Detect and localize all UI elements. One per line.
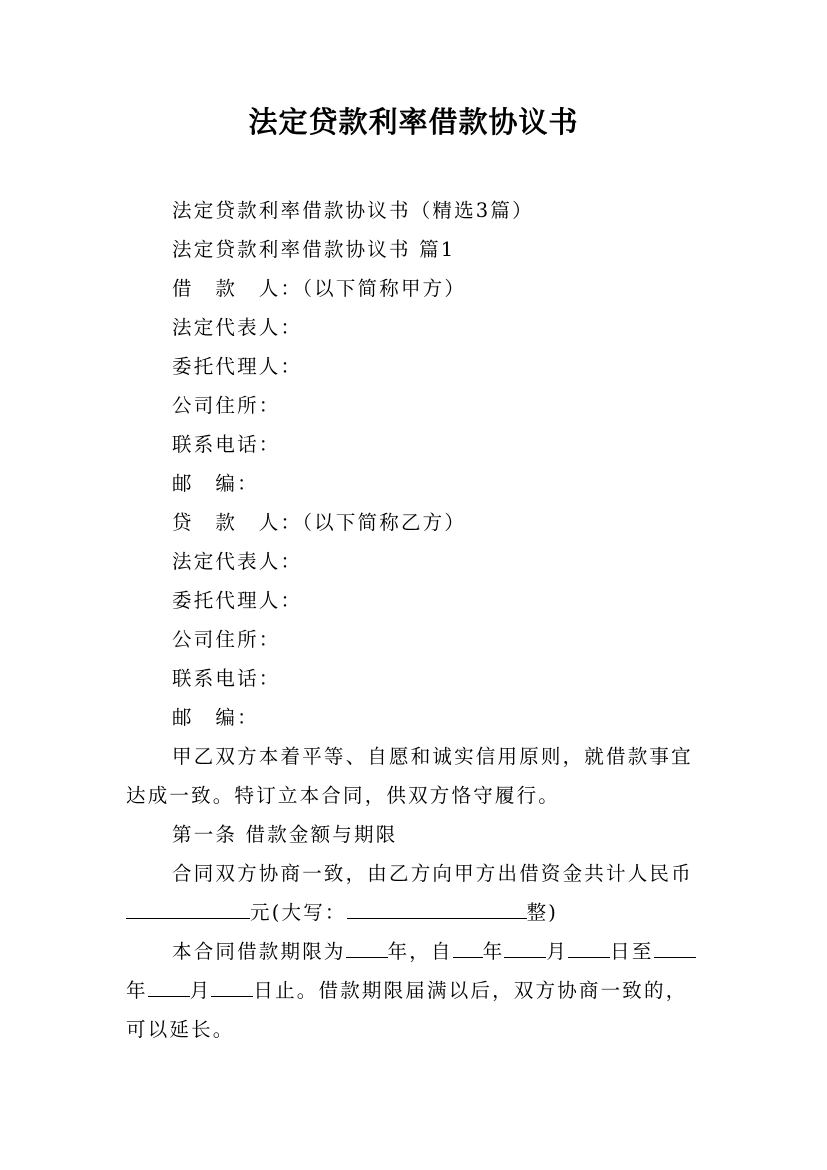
end-month-blank <box>148 974 190 997</box>
end-year-label: 年 <box>126 979 148 1002</box>
term-prefix: 本合同借款期限为 <box>172 940 346 963</box>
borrower-address-field: 公司住所： <box>172 394 281 417</box>
amount-uppercase-blank <box>347 896 527 919</box>
amount-suffix-label: 整) <box>526 901 559 924</box>
end-month-label: 月 <box>189 979 212 1002</box>
start-day-label: 日至 <box>610 940 654 963</box>
term-paragraph-line-3: 可以延长。 <box>126 1018 235 1041</box>
borrower-phone-field: 联系电话： <box>172 433 281 456</box>
borrower-field: 借 款 人：（以下简称甲方） <box>172 277 467 300</box>
lender-postcode-field: 邮 编： <box>172 706 259 729</box>
amount-unit-label: 元(大写： <box>250 901 347 924</box>
borrower-agent-field: 委托代理人： <box>172 355 303 378</box>
term-paragraph-line-1 <box>126 932 711 971</box>
term-year-label: 年，自 <box>387 940 453 963</box>
agreement-paragraph-line-2: 达成一致。特订立本合同，供双方恪守履行。 <box>126 784 561 807</box>
borrower-legal-rep-field: 法定代表人： <box>172 316 303 339</box>
end-day-label: 日止。借款期限届满以后，双方协商一致的， <box>253 979 688 1002</box>
term-paragraph-line-2 <box>126 971 711 1010</box>
article-1-heading: 第一条 借款金额与期限 <box>172 823 398 846</box>
lender-agent-field: 委托代理人： <box>172 589 303 612</box>
start-year-blank <box>453 935 483 958</box>
start-day-blank <box>568 935 610 958</box>
document-title: 法定贷款利率借款协议书 <box>248 105 579 139</box>
amount-paragraph-line-1: 合同双方协商一致，由乙方向甲方出借资金共计人民币 <box>172 862 693 885</box>
lender-phone-field: 联系电话： <box>172 667 281 690</box>
section-heading: 法定贷款利率借款协议书 篇1 <box>172 238 456 261</box>
end-day-blank <box>211 974 253 997</box>
term-years-blank <box>346 935 388 958</box>
end-year-blank <box>654 935 696 958</box>
lender-legal-rep-field: 法定代表人： <box>172 550 303 573</box>
amount-blank <box>126 896 250 919</box>
amount-paragraph-line-2 <box>126 893 711 932</box>
document-body <box>126 191 711 1049</box>
borrower-postcode-field: 邮 编： <box>172 472 259 495</box>
lender-field: 贷 款 人：（以下简称乙方） <box>172 511 467 534</box>
agreement-paragraph-line-1: 甲乙双方本着平等、自愿和诚实信用原则，就借款事宜 <box>172 745 693 768</box>
start-year-label: 年 <box>482 940 505 963</box>
lender-address-field: 公司住所： <box>172 628 281 651</box>
start-month-blank <box>504 935 546 958</box>
subtitle-line: 法定贷款利率借款协议书（精选3篇） <box>172 199 534 222</box>
start-month-label: 月 <box>546 940 569 963</box>
